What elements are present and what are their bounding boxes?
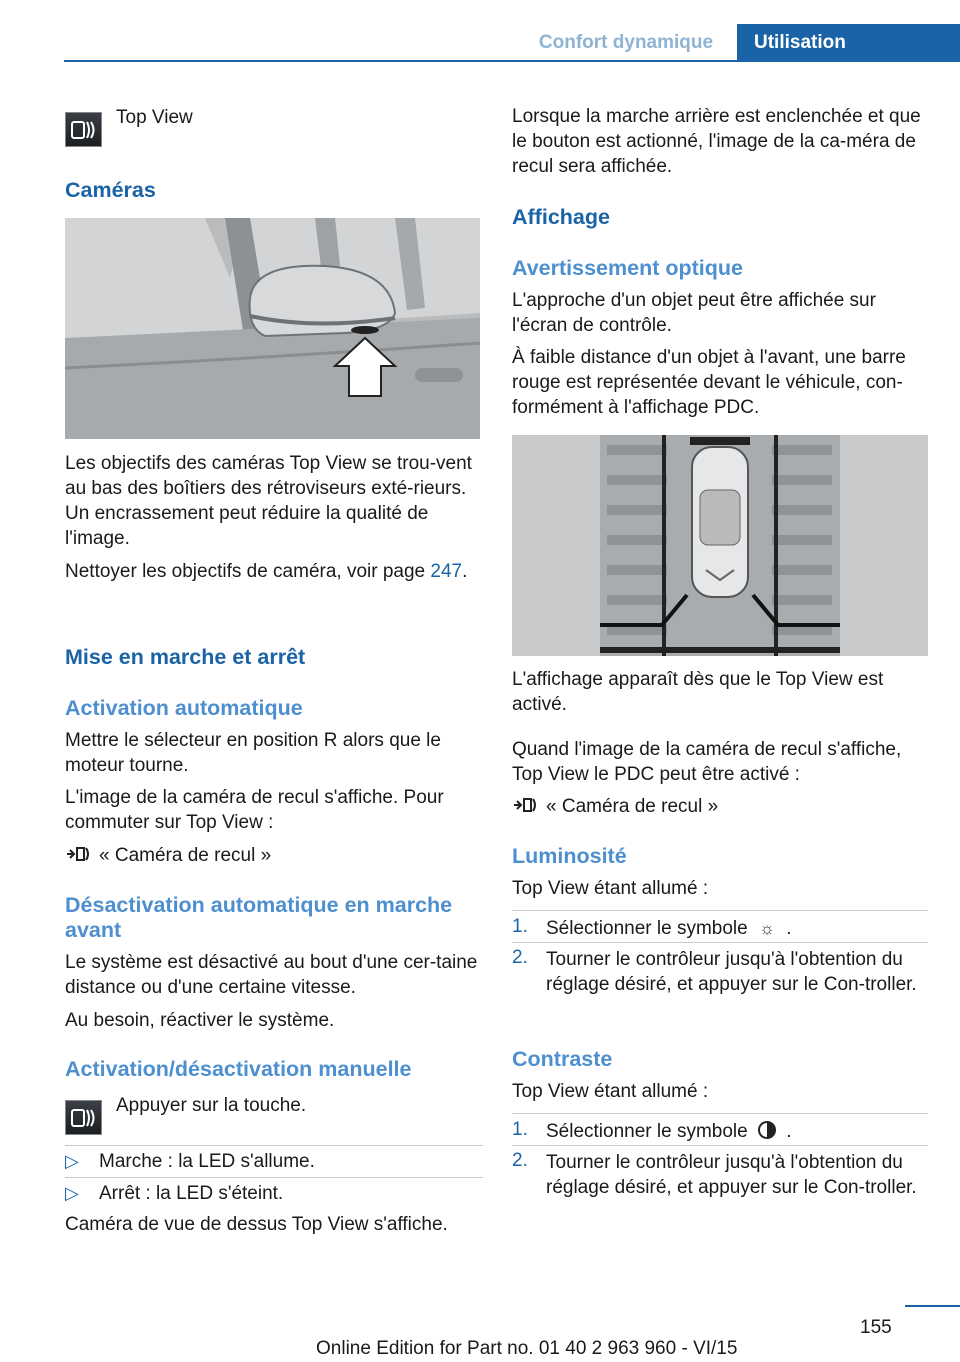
para-lum-intro: Top View étant allumé : <box>512 878 709 899</box>
con-step-2: Tourner le contrôleur jusqu'à l'obtention du réglage désiré, et appuyer sur le Con‐troller. <box>546 1152 917 1198</box>
header-section-title: Confort dynamique <box>538 32 714 53</box>
bullet-marker-1: ▷ <box>65 1151 79 1171</box>
heading-affichage: Affichage <box>512 205 610 229</box>
top-view-button-icon-2 <box>65 1100 102 1135</box>
heading-desactivation: Désactivation automatique en marche avant <box>65 893 453 942</box>
para-commuter: L'image de la caméra de recul s'affiche. Pour commuter sur Top View : <box>65 787 444 833</box>
rear-camera-icon <box>65 844 93 869</box>
header-chapter-label: Utilisation <box>754 32 846 53</box>
con-step-1-period: . <box>786 1121 792 1142</box>
para-system-disabled: Le système est désactivé au bout d'une cer‐taine distance ou d'une certaine vitesse. <box>65 952 478 998</box>
page-link[interactable]: 247 <box>430 561 463 582</box>
para-red-bar: À faible distance d'un objet à l'avant, une barre rouge est représentée devant le véhicule, con‐formément à l'affichage PDC. <box>512 347 906 418</box>
top-view-button-icon <box>65 112 102 147</box>
clean-period: . <box>462 561 468 582</box>
bullet-arret: Arrêt : la LED s'éteint. <box>99 1183 284 1204</box>
heading-luminosite: Luminosité <box>512 844 627 868</box>
lum-step-1-period: . <box>786 918 792 939</box>
step-num: 1. <box>512 916 528 937</box>
list-divider-con-1 <box>512 1113 928 1114</box>
lum-step-2: Tourner le contrôleur jusqu'à l'obtention du réglage désiré, et appuyer sur le Con‐troller. <box>546 949 917 995</box>
footer-edition: Online Edition for Part no. 01 40 2 963 960 - VI/15 <box>316 1338 738 1359</box>
contrast-icon <box>753 1120 781 1147</box>
con-step-1-text: Sélectionner le symbole <box>546 1121 748 1142</box>
list-divider-1 <box>65 1145 483 1146</box>
bullet-marche: Marche : la LED s'allume. <box>99 1151 315 1172</box>
header-chapter-tab <box>737 24 960 62</box>
mirror-camera-photo <box>65 218 480 439</box>
step-num: 1. <box>512 1119 528 1140</box>
list-divider-lum-1 <box>512 910 928 911</box>
pdc-top-view-image <box>512 435 928 656</box>
para-reverse-gear: Lorsque la marche arrière est enclenchée et que le bouton est actionné, l'image de la ca‐méra de recul sera affichée. <box>512 106 921 177</box>
footer-rule <box>905 1305 960 1307</box>
heading-mise-en-marche: Mise en marche et arrêt <box>65 645 306 669</box>
lum-step-1-text: Sélectionner le symbole <box>546 918 748 939</box>
press-button-label: Appuyer sur la touche. <box>116 1095 307 1116</box>
heading-contraste: Contraste <box>512 1047 613 1071</box>
brightness-icon: ☼ <box>759 919 775 938</box>
camera-recul-label-2: « Caméra de recul » <box>546 796 719 817</box>
para-clean-lenses <box>65 559 483 584</box>
para-top-view-displays: Caméra de vue de dessus Top View s'affiche. <box>65 1214 448 1235</box>
list-divider-2 <box>65 1177 483 1178</box>
para-pdc-activated: Quand l'image de la caméra de recul s'affiche, Top View le PDC peut être activé : <box>512 739 902 785</box>
para-selector-r: Mettre le sélecteur en position R alors que le moteur tourne. <box>65 730 441 776</box>
para-camera-lenses: Les objectifs des caméras Top View se trou‐vent au bas des boîtiers des rétroviseurs exté‐rieurs. Un encrassement peut réduire la qualité de l'image. <box>65 453 472 549</box>
list-divider-con-2 <box>512 1145 928 1146</box>
para-display-appears: L'affichage apparaît dès que le Top View est activé. <box>512 669 884 715</box>
bullet-marker-2: ▷ <box>65 1183 79 1203</box>
step-num: 2. <box>512 1150 528 1171</box>
heading-activation-auto: Activation automatique <box>65 696 303 720</box>
page-number: 155 <box>860 1317 892 1338</box>
rear-camera-icon-2 <box>512 795 540 820</box>
heading-avertissement: Avertissement optique <box>512 256 743 280</box>
para-con-intro: Top View étant allumé : <box>512 1081 709 1102</box>
header-rule <box>64 60 960 62</box>
clean-text: Nettoyer les objectifs de caméra, voir page <box>65 561 431 582</box>
list-divider-lum-2 <box>512 942 928 943</box>
con-step-1 <box>546 1119 792 1147</box>
top-view-label: Top View <box>116 107 193 128</box>
para-object-approach: L'approche d'un objet peut être affichée sur l'écran de contrôle. <box>512 290 876 336</box>
step-num: 2. <box>512 947 528 968</box>
camera-recul-label: « Caméra de recul » <box>99 845 272 866</box>
para-reactivate: Au besoin, réactiver le système. <box>65 1010 335 1031</box>
heading-manuelle: Activation/désactivation manuelle <box>65 1057 412 1081</box>
lum-step-1 <box>546 916 792 941</box>
heading-cameras: Caméras <box>65 178 156 202</box>
